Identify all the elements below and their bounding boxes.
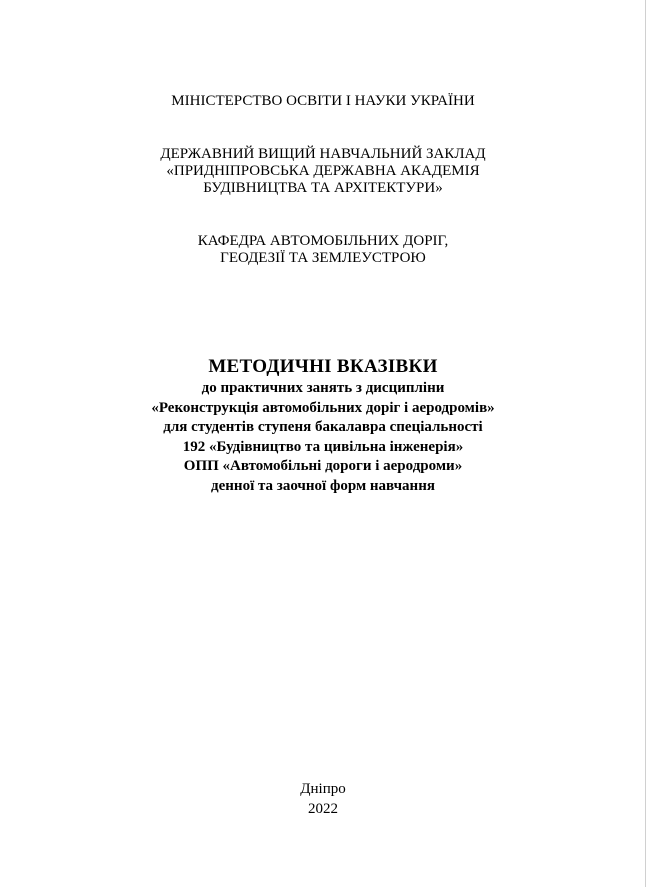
department-line: ГЕОДЕЗІЇ ТА ЗЕМЛЕУСТРОЮ: [220, 250, 426, 266]
document-title: МЕТОДИЧНІ ВКАЗІВКИ: [208, 356, 438, 377]
imprint: [0, 779, 646, 819]
department-heading: [0, 233, 646, 267]
institution-heading: [0, 146, 646, 197]
ministry-heading: [0, 92, 646, 110]
year: 2022: [308, 801, 338, 817]
document-subtitle: [0, 379, 646, 496]
institution-line: БУДІВНИЦТВА ТА АРХІТЕКТУРИ»: [203, 180, 443, 196]
institution-line: «ПРИДНІПРОВСЬКА ДЕРЖАВНА АКАДЕМІЯ: [166, 163, 480, 179]
subtitle-line: до практичних занять з дисципліни: [201, 380, 445, 396]
subtitle-line: «Реконструкція автомобільних доріг і аеродромів»: [151, 399, 495, 416]
department-line: КАФЕДРА АВТОМОБІЛЬНИХ ДОРІГ,: [197, 233, 449, 249]
ministry-name: МІНІСТЕРСТВО ОСВІТИ І НАУКИ УКРАЇНИ: [171, 93, 475, 109]
city: Дніпро: [300, 781, 346, 797]
institution-line: ДЕРЖАВНИЙ ВИЩИЙ НАВЧАЛЬНИЙ ЗАКЛАД: [160, 146, 486, 162]
subtitle-line: 192 «Будівництво та цивільна інженерія»: [182, 438, 464, 455]
title-section: [0, 355, 646, 496]
subtitle-line: денної та заочної форм навчання: [211, 477, 435, 494]
subtitle-line: ОПП «Автомобільні дороги і аеродроми»: [183, 458, 463, 474]
subtitle-line: для студентів ступеня бакалавра спеціальності: [163, 419, 483, 435]
